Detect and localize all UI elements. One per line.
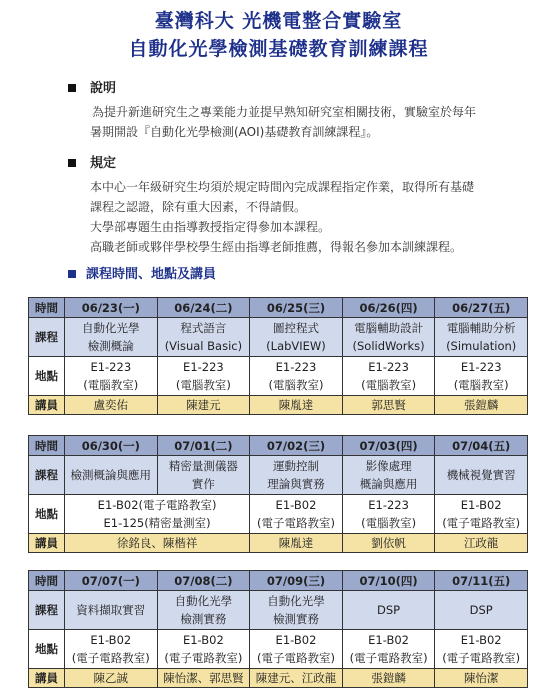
lecturer-cell: 江政龍 — [435, 534, 528, 553]
location-cell — [250, 357, 343, 396]
location-text: E1-125(精密量測室) — [103, 516, 211, 530]
section-intro-title: 說明 — [90, 81, 117, 96]
schedule-table-week3 — [28, 570, 528, 688]
location-text: E1-223 — [368, 360, 409, 374]
location-label: 地點 — [29, 630, 65, 669]
course-text: 精密量測儀器 — [168, 459, 238, 473]
date-cell: 06/27(五) — [435, 298, 528, 318]
course-text: 檢測概論 — [87, 339, 134, 353]
course-cell — [435, 318, 528, 357]
table-row — [29, 669, 528, 688]
section-intro-heading — [68, 77, 116, 96]
lecturer-cell: 盧奕佑 — [65, 396, 158, 415]
lecturer-cell: 陳怡潔、郭思賢 — [157, 669, 250, 688]
section-schedule-title: 課程時間、地點及講員 — [86, 267, 217, 282]
date-cell: 07/08(二) — [157, 571, 250, 591]
location-cell — [342, 630, 435, 669]
location-text: (電腦教室) — [361, 516, 417, 530]
course-cell — [65, 591, 158, 630]
lecturer-label: 講員 — [29, 669, 65, 688]
lecturer-label: 講員 — [29, 396, 65, 415]
location-label: 地點 — [29, 495, 65, 534]
location-text: E1-B02 — [275, 633, 317, 647]
course-label: 課程 — [29, 318, 65, 357]
course-text: (Visual Basic) — [164, 339, 243, 353]
location-text: E1-223 — [90, 360, 132, 374]
location-cell — [65, 630, 158, 669]
course-text: 自動化光學 — [174, 594, 233, 608]
rules-line: 課程之認證，除有重大因素，不得請假。 — [90, 200, 307, 214]
lecturer-cell: 張鎧麟 — [342, 669, 435, 688]
rules-line: 本中心一年級研究生均須於規定時間內完成課程指定作業，取得所有基礎 — [90, 180, 475, 194]
location-cell — [342, 357, 435, 396]
location-text: (電子電路教室) — [349, 651, 428, 665]
lecturer-cell: 陳建元 — [157, 396, 250, 415]
location-cell — [250, 630, 343, 669]
course-text: 檢測概論與應用 — [70, 468, 152, 482]
date-cell: 06/23(一) — [65, 298, 158, 318]
course-text: 理論與實務 — [267, 477, 325, 491]
section-rules-title: 規定 — [90, 156, 117, 171]
square-bullet-icon — [68, 84, 76, 92]
lecturer-cell-merged: 徐銘良、陳楷祥 — [65, 534, 250, 553]
course-cell — [342, 456, 435, 495]
location-text: (電腦教室) — [361, 378, 417, 392]
page-subtitle: 自動化光學檢測基礎教育訓練課程 — [128, 38, 429, 60]
table-row — [29, 456, 528, 495]
location-text: (電子電路教室) — [256, 651, 335, 665]
intro-line: 為提升新進研究生之專業能力並提早熟知研究室相關技術，實驗室於每年 — [92, 105, 477, 119]
course-text: 電腦輔助設計 — [354, 321, 424, 335]
course-cell — [65, 456, 158, 495]
location-label: 地點 — [29, 357, 65, 396]
section-rules-heading — [68, 152, 116, 171]
location-text: E1-B02 — [460, 633, 502, 647]
course-text: 影像處理 — [365, 459, 412, 473]
date-cell: 06/26(四) — [342, 298, 435, 318]
date-cell: 06/30(一) — [65, 436, 158, 456]
table-row — [29, 630, 528, 669]
course-label: 課程 — [29, 591, 65, 630]
location-cell — [250, 495, 343, 534]
course-text: 資料擷取實習 — [76, 603, 146, 617]
course-text: 電腦輔助分析 — [446, 321, 516, 335]
course-cell — [250, 318, 343, 357]
course-text: 程式語言 — [180, 321, 227, 335]
course-cell — [157, 318, 250, 357]
table-row — [29, 436, 528, 456]
location-text: E1-223 — [368, 498, 409, 512]
date-cell: 06/25(三) — [250, 298, 343, 318]
table-row — [29, 298, 528, 318]
section-intro-body — [90, 102, 530, 142]
schedule-table-week2 — [28, 435, 528, 553]
date-cell: 07/02(三) — [250, 436, 343, 456]
location-cell — [435, 357, 528, 396]
table-row — [29, 534, 528, 553]
lecturer-label: 講員 — [29, 534, 65, 553]
location-text: E1-B02 — [275, 498, 317, 512]
course-text: DSP — [377, 603, 401, 617]
date-cell: 06/24(二) — [157, 298, 250, 318]
square-bullet-icon — [68, 159, 76, 167]
location-text: E1-223 — [460, 360, 502, 374]
location-text: (電子電路教室) — [164, 651, 243, 665]
date-cell: 07/09(三) — [250, 571, 343, 591]
date-cell: 07/07(一) — [65, 571, 158, 591]
table-row — [29, 396, 528, 415]
lecturer-cell: 張鎧麟 — [435, 396, 528, 415]
location-cell — [157, 630, 250, 669]
course-text: 檢測實務 — [180, 612, 227, 626]
time-label: 時間 — [29, 436, 65, 456]
lecturer-cell: 劉依帆 — [342, 534, 435, 553]
section-rules-body — [90, 177, 530, 257]
course-text: 圖控程式 — [272, 321, 319, 335]
table-row — [29, 571, 528, 591]
course-text: 檢測實務 — [272, 612, 319, 626]
location-text: (電腦教室) — [453, 378, 509, 392]
course-cell — [250, 456, 343, 495]
table-row — [29, 591, 528, 630]
location-text: (電子電路教室) — [256, 516, 335, 530]
table-row — [29, 357, 528, 396]
location-cell-merged — [65, 495, 250, 534]
time-label: 時間 — [29, 571, 65, 591]
location-text: (電腦教室) — [268, 378, 324, 392]
table-row — [29, 318, 528, 357]
course-text: 概論與應用 — [359, 477, 418, 491]
location-text: (電腦教室) — [175, 378, 231, 392]
course-text: (LabVIEW) — [266, 339, 326, 353]
course-text: 運動控制 — [272, 459, 319, 473]
location-text: (電子電路教室) — [442, 651, 521, 665]
lecturer-cell: 陳乙誠 — [65, 669, 158, 688]
page-title: 臺灣科大 光機電整合實驗室 — [154, 10, 403, 32]
lecturer-cell: 陳怡潔 — [435, 669, 528, 688]
location-text: E1-B02 — [368, 633, 409, 647]
location-cell — [342, 495, 435, 534]
course-text: (SolidWorks) — [352, 339, 425, 353]
rules-line: 大學部專題生由指導教授指定得參加本課程。 — [90, 220, 331, 234]
schedule-table-week1 — [28, 297, 528, 415]
course-cell — [157, 456, 250, 495]
course-text: DSP — [469, 603, 493, 617]
square-bullet-icon — [68, 270, 76, 278]
location-text: (電子電路教室) — [442, 516, 521, 530]
location-text: E1-223 — [275, 360, 317, 374]
course-text: (Simulation) — [446, 339, 517, 353]
lecturer-cell: 陳建元、江政龍 — [250, 669, 343, 688]
time-label: 時間 — [29, 298, 65, 318]
section-schedule-heading — [68, 263, 216, 282]
course-text: 機械視覺實習 — [446, 468, 516, 482]
location-text: (電子電路教室) — [71, 651, 150, 665]
date-cell: 07/04(五) — [435, 436, 528, 456]
course-cell — [342, 318, 435, 357]
location-cell — [65, 357, 158, 396]
location-text: E1-B02 — [182, 633, 224, 647]
location-cell — [157, 357, 250, 396]
location-text: (電腦教室) — [83, 378, 139, 392]
location-text: E1-B02 — [90, 633, 132, 647]
course-cell — [435, 456, 528, 495]
lecturer-cell: 陳胤達 — [250, 534, 343, 553]
date-cell: 07/10(四) — [342, 571, 435, 591]
course-cell — [65, 318, 158, 357]
location-text: E1-B02 — [460, 498, 502, 512]
course-cell — [250, 591, 343, 630]
course-label: 課程 — [29, 456, 65, 495]
date-cell: 07/11(五) — [435, 571, 528, 591]
course-text: 自動化光學 — [82, 321, 140, 335]
location-cell — [435, 630, 528, 669]
date-cell: 07/03(四) — [342, 436, 435, 456]
date-cell: 07/01(二) — [157, 436, 250, 456]
lecturer-cell: 陳胤達 — [250, 396, 343, 415]
intro-line: 暑期開設『自動化光學檢測(AOI)基礎教育訓練課程』。 — [90, 125, 379, 139]
location-text: E1-B02(電子電路教室) — [97, 498, 217, 512]
course-cell — [157, 591, 250, 630]
course-cell — [435, 591, 528, 630]
course-text: 自動化光學 — [267, 594, 325, 608]
course-text: 實作 — [191, 477, 215, 491]
rules-line: 高職老師或夥伴學校學生經由指導老師推薦，得報名參加本訓練課程。 — [90, 240, 463, 254]
table-row — [29, 495, 528, 534]
location-text: E1-223 — [183, 360, 224, 374]
course-cell — [342, 591, 435, 630]
lecturer-cell: 郭思賢 — [342, 396, 435, 415]
location-cell — [435, 495, 528, 534]
